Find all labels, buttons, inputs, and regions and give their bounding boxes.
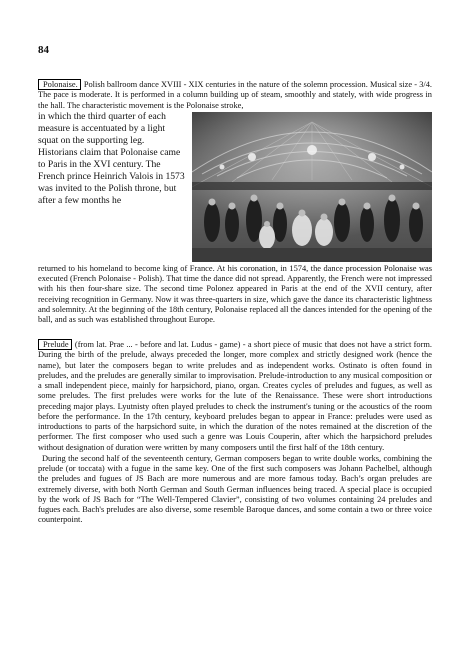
polonaise-intro <box>38 80 432 111</box>
prelude-term: Prelude <box>38 339 72 350</box>
prelude-paragraph-2: During the second half of the seventeenth century, German composers began to write double works, combining the prelude (or toccata) with a fugue in the same key. One of the first such composers was Johann Pachelbel, although the preludes and fugues of JS Bach are more numerous and are more famous today. Bach’s organ preludes are extremely diverse, with both North German and South German influences being traced. A special place is occupied by the work of JS Bach for “The Well-Tempered Clavier”, consisting of two volumes containing 24 preludes and fugues each. Bach's preludes are also diverse, some resemble Baroque dances, and some contain a two or three voice counterpoint. <box>38 453 432 525</box>
ballroom-dance-illustration <box>192 112 432 262</box>
polonaise-intro-text: Polish ballroom dance XVIII - XIX centuries in the nature of the solemn procession. Musical size - 3/4. The pace is moderate. It is performed in a column building up of steam, smoothly and stately, with wide progress in the hall. The characteristic movement is the Polonaise stroke, <box>38 80 432 110</box>
prelude-section <box>38 340 432 526</box>
page-number: 84 <box>38 44 49 56</box>
polonaise-continuation: returned to his homeland to become king of France. At his coronation, in 1574, the dance procession Polonaise was executed (French Polonaise - Polish). That time the dance did not spread. Apparently, the French were not impressed with his then four-share size. The second time Polonez appeared in Paris at the end of the XVII century, after receiving recognition in Germany. Now it was three-quarters in size, which gave the dance its characteristic lightness and solemnity. At the beginning of the 18th century, Polonaise replaced all the dances intended for the opening of the ball, and as such was established throughout Europe. <box>38 263 432 324</box>
ballroom-dance-photo <box>192 112 432 262</box>
polonaise-term: Polonaise. <box>38 79 81 90</box>
prelude-paragraph-1-text: (from lat. Prae ... - before and lat. Ludus - game) - a short piece of music that does not have a strict form. During the birth of the prelude, always preceded the longer, more complex and strictly designed work (hence the name), but later the composers began to write preludes and as independent works. Ostinato is often found in preludes, and the preludes are generally similar to improvisation. Prelude-introduction to any musical composition or a small independent piece, mainly for harpsichord, piano, organ. Creates cycles of preludes and fugues, as well as some preludes. The first preludes were works for the lute of the Renaissance. These were short introductions preceding major plays. Lyutnisty often played preludes to check the instrument's tuning or the acoustics of the room before the performance. In the 17th century, keyboard preludes began to appear in France: preludes were used as introductions to parts of the harpsichord suite, in which the duration of the notes remained at the discretion of the performer. The first composer who used such a genre was Louis Couperin, after which the harpsichord preludes without designation of duration were written by many composers until the first half of the 18th century. <box>38 340 432 452</box>
polonaise-section <box>38 80 432 325</box>
prelude-paragraph-1 <box>38 340 432 453</box>
polonaise-side-text: in which the third quarter of each measure is accentuated by a light squat on the supporting leg. Historians claim that Polonaise came to Paris in the XVI century. The French prince Heinrich Valois in 1573 was invited to the Polish throne, but after a few months he <box>38 110 185 207</box>
